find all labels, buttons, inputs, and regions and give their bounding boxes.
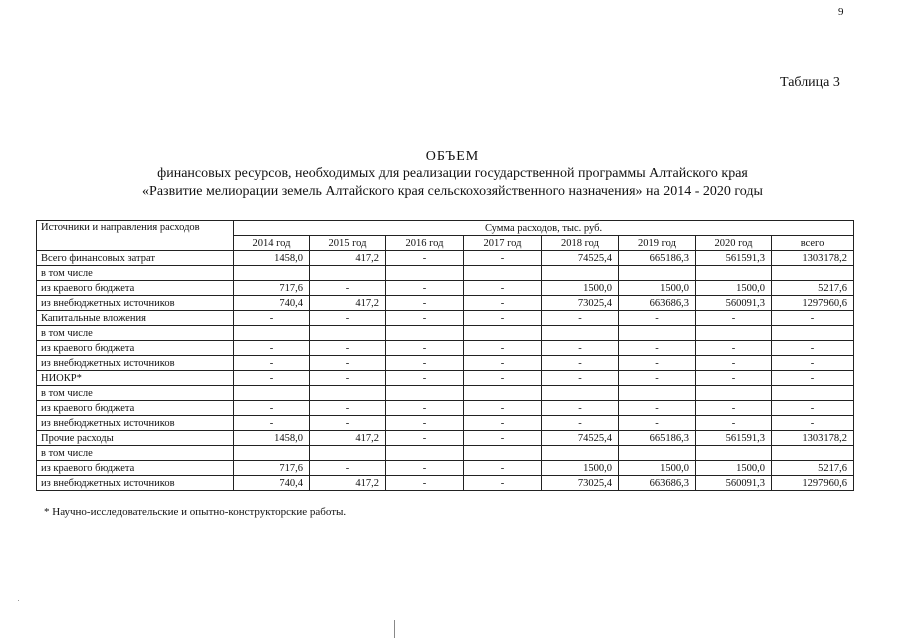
value-cell: 717,6 [234,281,310,296]
value-cell: 74525,4 [542,251,619,266]
value-cell: 417,2 [310,476,386,491]
value-cell [234,266,310,281]
value-cell: - [386,476,464,491]
document-title [60,148,845,201]
value-cell [386,386,464,401]
value-cell: - [310,371,386,386]
value-cell [696,266,772,281]
row-label: из внебюджетных источников [37,356,234,371]
value-cell [772,326,854,341]
footnote: * Научно-исследовательские и опытно-конструкторские работы. [44,506,347,518]
value-cell: - [619,311,696,326]
value-cell: 560091,3 [696,296,772,311]
value-cell: - [619,356,696,371]
value-cell [464,386,542,401]
value-cell: - [772,371,854,386]
row-label: из внебюджетных источников [37,476,234,491]
year-header: 2014 год [234,236,310,251]
row-label: из внебюджетных источников [37,296,234,311]
table-row [37,296,854,311]
value-cell: - [464,311,542,326]
year-header: 2018 год [542,236,619,251]
year-header: 2017 год [464,236,542,251]
row-label: из внебюджетных источников [37,416,234,431]
value-cell: 1303178,2 [772,251,854,266]
row-label: из краевого бюджета [37,281,234,296]
value-cell: - [234,341,310,356]
table-row [37,371,854,386]
value-cell: - [310,461,386,476]
value-cell: - [542,341,619,356]
value-cell: - [234,371,310,386]
value-cell: 663686,3 [619,476,696,491]
value-cell: - [696,401,772,416]
value-cell: - [542,371,619,386]
value-cell: 1303178,2 [772,431,854,446]
value-cell: 717,6 [234,461,310,476]
table-row [37,401,854,416]
row-label: НИОКР* [37,371,234,386]
value-cell [619,446,696,461]
value-cell [619,386,696,401]
value-cell: - [386,281,464,296]
table-label: Таблица 3 [780,75,840,90]
value-cell: - [464,251,542,266]
value-cell: - [310,401,386,416]
value-cell: - [696,371,772,386]
value-cell: 74525,4 [542,431,619,446]
page-number: 9 [838,6,844,18]
value-cell: - [464,356,542,371]
value-cell: - [464,476,542,491]
value-cell: - [386,431,464,446]
value-cell: - [386,401,464,416]
value-cell: - [464,416,542,431]
table-row [37,341,854,356]
value-cell: - [542,356,619,371]
value-cell: - [464,341,542,356]
table-body [37,251,854,491]
value-cell: - [386,356,464,371]
value-cell: 740,4 [234,476,310,491]
year-header: 2016 год [386,236,464,251]
financial-resources-table [36,220,854,491]
value-cell [696,386,772,401]
row-label: Прочие расходы [37,431,234,446]
value-cell [542,386,619,401]
year-header: 2019 год [619,236,696,251]
value-cell: 560091,3 [696,476,772,491]
value-cell [542,326,619,341]
value-cell: - [696,416,772,431]
value-cell [772,266,854,281]
value-cell [464,326,542,341]
table-row [37,266,854,281]
value-cell: - [386,371,464,386]
value-cell: - [386,461,464,476]
year-header: всего [772,236,854,251]
value-cell: - [696,356,772,371]
value-cell: - [619,416,696,431]
value-cell: 665186,3 [619,431,696,446]
table-row [37,386,854,401]
value-cell [310,266,386,281]
value-cell: - [386,311,464,326]
value-cell: - [310,356,386,371]
value-cell: - [772,416,854,431]
value-cell: - [234,401,310,416]
row-label: Капитальные вложения [37,311,234,326]
value-cell [234,446,310,461]
value-cell [696,446,772,461]
value-cell [310,326,386,341]
value-cell: - [696,341,772,356]
sum-header: Сумма расходов, тыс. руб. [234,221,854,236]
value-cell [234,326,310,341]
value-cell: - [386,416,464,431]
value-cell: - [772,341,854,356]
value-cell: - [696,311,772,326]
value-cell: - [386,251,464,266]
title-line-1: финансовых ресурсов, необходимых для реализации государственной программы Алтайского края [157,166,748,181]
value-cell [542,446,619,461]
value-cell [619,266,696,281]
value-cell: - [542,311,619,326]
value-cell: 740,4 [234,296,310,311]
year-header: 2015 год [310,236,386,251]
value-cell [464,266,542,281]
value-cell: 663686,3 [619,296,696,311]
value-cell: - [772,356,854,371]
value-cell: 1297960,6 [772,476,854,491]
row-label: в том числе [37,326,234,341]
value-cell: - [619,401,696,416]
table-row [37,281,854,296]
source-header: Источники и направления расходов [37,221,234,251]
value-cell: 1500,0 [542,461,619,476]
row-label: в том числе [37,266,234,281]
value-cell: 5217,6 [772,281,854,296]
value-cell: - [310,281,386,296]
value-cell [619,326,696,341]
title-main: ОБЪЕМ [425,149,480,164]
value-cell: - [464,296,542,311]
value-cell: - [464,401,542,416]
value-cell [696,326,772,341]
header-row [37,221,854,236]
value-cell: - [464,281,542,296]
value-cell [772,386,854,401]
row-label: в том числе [37,386,234,401]
value-cell: - [310,311,386,326]
value-cell: 665186,3 [619,251,696,266]
value-cell [310,386,386,401]
value-cell: 417,2 [310,251,386,266]
row-label: в том числе [37,446,234,461]
year-header: 2020 год [696,236,772,251]
value-cell: 73025,4 [542,476,619,491]
row-label: из краевого бюджета [37,401,234,416]
value-cell: 73025,4 [542,296,619,311]
table-row [37,356,854,371]
value-cell: 1500,0 [542,281,619,296]
value-cell: - [619,371,696,386]
row-label: из краевого бюджета [37,461,234,476]
value-cell: - [464,431,542,446]
table-row [37,431,854,446]
table-row [37,326,854,341]
value-cell: 1500,0 [619,461,696,476]
value-cell: - [234,356,310,371]
value-cell: - [386,296,464,311]
value-cell: - [234,311,310,326]
value-cell: 561591,3 [696,431,772,446]
value-cell [234,386,310,401]
title-line-2: «Развитие мелиорации земель Алтайского края сельскохозяйственного назначения» на 2014 - 2020 годы [142,184,763,199]
value-cell [542,266,619,281]
value-cell: 1500,0 [619,281,696,296]
value-cell: - [772,401,854,416]
value-cell: - [234,416,310,431]
value-cell: 1458,0 [234,431,310,446]
table-row [37,311,854,326]
value-cell: 417,2 [310,431,386,446]
table-row [37,251,854,266]
table-row [37,416,854,431]
value-cell [464,446,542,461]
table-row [37,446,854,461]
value-cell: - [386,341,464,356]
scan-dot [18,600,19,601]
value-cell [772,446,854,461]
value-cell: - [542,401,619,416]
value-cell [310,446,386,461]
scan-artifact [394,620,398,638]
value-cell [386,446,464,461]
table-row [37,461,854,476]
value-cell: - [772,311,854,326]
value-cell: - [542,416,619,431]
value-cell: 1297960,6 [772,296,854,311]
value-cell: - [310,416,386,431]
row-label: Всего финансовых затрат [37,251,234,266]
value-cell: 1500,0 [696,461,772,476]
value-cell: 5217,6 [772,461,854,476]
value-cell: - [310,341,386,356]
value-cell: - [619,341,696,356]
value-cell: 1500,0 [696,281,772,296]
row-label: из краевого бюджета [37,341,234,356]
value-cell [386,266,464,281]
value-cell: 561591,3 [696,251,772,266]
value-cell: 417,2 [310,296,386,311]
value-cell: - [464,461,542,476]
value-cell: 1458,0 [234,251,310,266]
value-cell: - [464,371,542,386]
table-row [37,476,854,491]
value-cell [386,326,464,341]
